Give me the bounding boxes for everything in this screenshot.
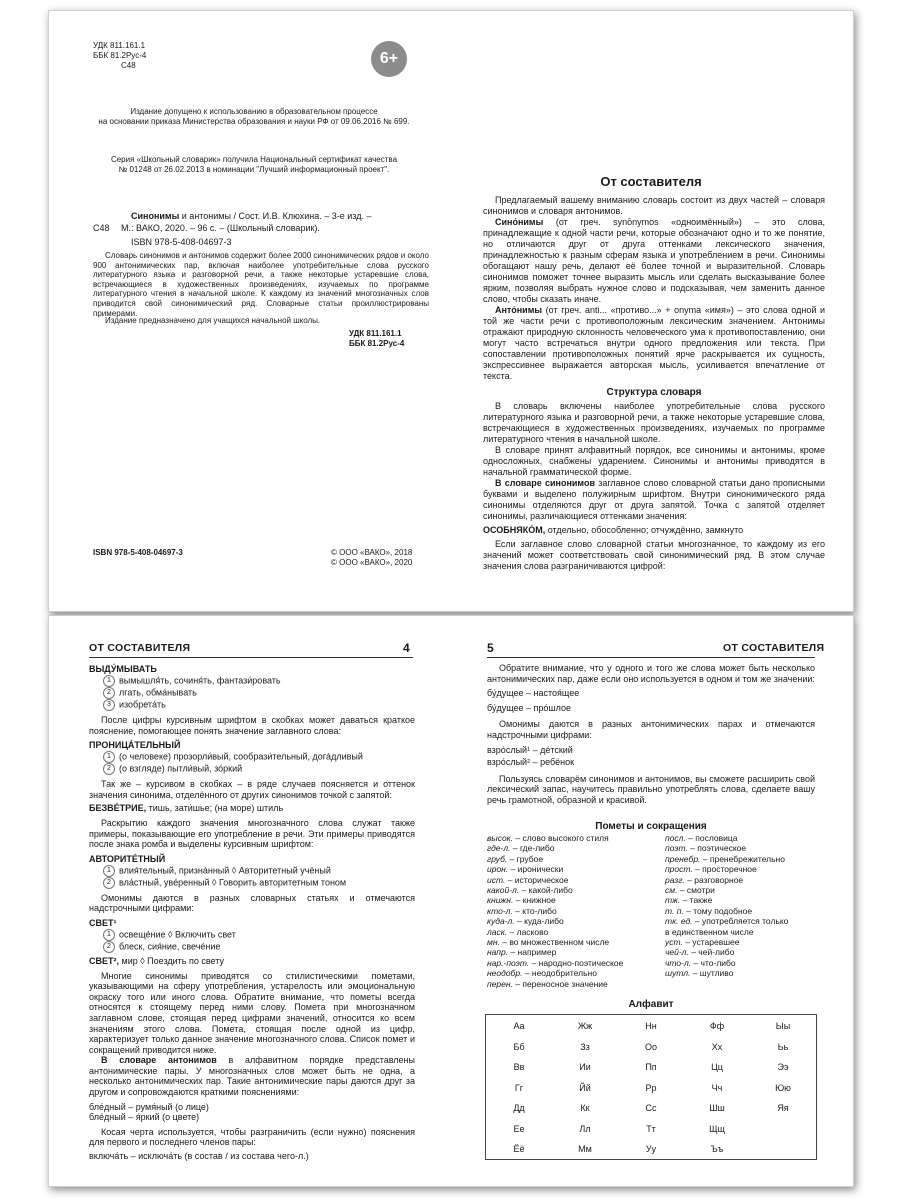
alphabet-letter: Юю: [775, 1082, 791, 1093]
abbr-item: [665, 937, 825, 947]
bbk-line: ББК 81.2Рус-4: [93, 51, 147, 60]
entry-vydumyvat-senses: [89, 675, 415, 711]
abbr-item: [487, 875, 657, 885]
running-head-left: ОТ СОСТАВИТЕЛЯ: [89, 642, 191, 654]
entry-pronitsatelny-senses: [89, 751, 415, 775]
abbr-item: [487, 927, 657, 937]
abbr-definition: – смотри: [677, 885, 715, 896]
sense-line: 1 вымышля́ть, сочиня́ть, фантази́ровать: [103, 675, 415, 687]
page4-p7: Косая черта используется, чтобы разграничить (если нужно) пояснения для первого и последнего членов пары:: [89, 1126, 415, 1148]
alphabet-letter: Чч: [711, 1082, 723, 1093]
abbr-item: [665, 947, 825, 957]
abbr-term: высок.: [487, 833, 514, 843]
alphabet-letter: Вв: [513, 1062, 525, 1073]
alphabet-letter: Нн: [645, 1021, 657, 1031]
alphabet-letter: Мм: [578, 1144, 592, 1155]
alphabet-letter: Сс: [645, 1103, 657, 1114]
abbr-term: тк. ед.: [665, 916, 693, 927]
abbr-term: ласк.: [487, 926, 508, 937]
abbr-item: [665, 895, 825, 905]
abbr-definition: – куда-либо: [514, 916, 564, 927]
imprint-page: [49, 11, 451, 611]
entry-svet-2: СВЕТ², мир ◊ Поездить по свету: [89, 955, 224, 966]
abbr-definition: – книжное: [513, 895, 556, 906]
isbn-bottom: ISBN 978-5-408-04697-3: [93, 548, 183, 557]
running-head-right: ОТ СОСТАВИТЕЛЯ: [723, 642, 825, 654]
catalog-card: [93, 211, 429, 249]
certificate-line-1: Серия «Школьный словарик» получила Национальный сертификат качества: [110, 155, 398, 164]
intro-body: [483, 195, 825, 572]
alphabet-letter: Ьь: [777, 1041, 789, 1052]
abbr-definition: – пословица: [685, 833, 738, 843]
sense-line: 3 изобрета́ть: [103, 699, 415, 711]
intro-p3: [483, 305, 825, 382]
abbr-item: [665, 864, 825, 874]
abbr-term: посл.: [665, 833, 686, 843]
abbr-definition: – чей-либо: [688, 947, 735, 958]
abbr-item: [487, 833, 657, 843]
alphabet-letter: Дд: [513, 1103, 525, 1114]
abbr-item: [487, 885, 657, 895]
alphabet-letter: Ёё: [513, 1144, 525, 1155]
spread-top: [48, 10, 854, 612]
example-1a: бу́дущее – настоя́щее: [487, 688, 580, 699]
abbr-term: т. п.: [665, 905, 684, 916]
page5-body: [487, 663, 815, 806]
abbr-term: поэт.: [665, 843, 688, 854]
intro-p2: [483, 217, 825, 305]
abbr-definition: – что-либо: [691, 957, 736, 968]
page4-p1: После цифры курсивным шрифтом в скобках может даваться краткое пояснение, помогающее понять значение заглавного слова:: [89, 715, 415, 736]
abbr-item: [665, 916, 825, 926]
alphabet-letter: Пп: [645, 1062, 657, 1073]
alphabet-letter: Ее: [513, 1123, 525, 1134]
abbr-term: где-л.: [487, 843, 511, 854]
alphabet-letter: Бб: [513, 1041, 525, 1052]
abbr-definition: – например: [508, 947, 557, 958]
intro-title: От составителя: [600, 174, 702, 189]
alphabet-letter: Щщ: [709, 1123, 725, 1134]
abbr-definition: в единственном числе: [665, 926, 754, 937]
page4-body: [89, 663, 415, 1162]
abbr-definition: – грубое: [507, 853, 544, 864]
alphabet-letter: Оо: [644, 1041, 657, 1052]
intro-p7: Если заглавное слово словарной статьи многозначное, то каждому из его значений может соответствовать свой синонимический ряд. В этом случае значения слова разграничиваются цифрой:: [483, 539, 825, 571]
abbr-item: [665, 843, 825, 853]
abbr-term: что-л.: [665, 957, 692, 968]
abbr-definition: – тому подобное: [683, 905, 753, 916]
alphabet-letter: Хх: [711, 1041, 723, 1052]
page4-p3: Раскрытию каждого значения многозначного слова служат также примеры, показывающие его употребление в речи. Эти примеры приводятся после знака ромба и выделены курсивным шрифтом:: [89, 817, 415, 850]
sense-line: 2 вла́стный, уве́ренный ◊ Говорить авторитетным тоном: [103, 877, 415, 889]
abbr-definition: – какой-либо: [519, 885, 573, 896]
certificate-line-2: № 01248 от 26.02.2013 в номинации "Лучший информационный проект".: [118, 165, 390, 174]
alphabet-letter: Гг: [514, 1082, 524, 1093]
abbr-definition: – просторечное: [692, 864, 757, 875]
abbr-item: [487, 864, 657, 874]
alphabet-letter: Кк: [580, 1103, 590, 1114]
sense-line: 1 освеще́ние ◊ Включить свет: [103, 929, 415, 941]
entry-svet-1: СВЕТ¹: [89, 917, 117, 928]
syn-dict-label: В словаре синонимов: [495, 478, 595, 488]
catalog-line-1: и антонимы / Сост. И.В. Клюхина. – 3-е изд. –: [179, 211, 372, 221]
abbr-term: куда-л.: [487, 916, 515, 927]
age-rating-badge: 6+: [371, 41, 407, 77]
header-rule-left: [89, 657, 413, 658]
example-2b: взро́слый² – ребёнок: [487, 757, 575, 768]
abbr-item: [487, 906, 657, 916]
sense-line: 1 (о человеке) прозорли́вый, сообрази́тельный, догáдливый: [103, 751, 415, 763]
udk-block: [93, 41, 146, 71]
abbr-term: книжн.: [487, 895, 514, 906]
abbr-item: [487, 854, 657, 864]
abbr-item: [665, 968, 825, 978]
abbr-definition: – историческое: [505, 874, 569, 885]
abbr-item: [487, 947, 657, 957]
abbr-definition: – слово высокого стиля: [513, 833, 609, 843]
abbr-item: [665, 958, 825, 968]
abbr-definition: – переносное значение: [512, 978, 608, 989]
catalog-line-2: М.: ВАКО, 2020. – 96 с. – (Школьный словарик).: [121, 222, 320, 233]
header-rule-right: [487, 657, 815, 658]
alphabet-letter: Рр: [645, 1082, 657, 1093]
approval-line-2: на основании приказа Министерства образования и науки РФ от 09.06.2016 № 699.: [98, 117, 410, 126]
abbr-term: тж.: [665, 895, 681, 906]
page-number-5: 5: [487, 641, 494, 655]
alphabet-letter: Шш: [709, 1103, 725, 1114]
alphabet-letter: Яя: [777, 1103, 789, 1114]
entry-avtoritetny: АВТОРИТЕ́ТНЫЙ: [89, 853, 166, 864]
intro-example: [483, 525, 825, 536]
sense-line: 2 лгать, обма́нывать: [103, 687, 415, 699]
page4-p4: Омонимы даются в разных словарных статьях и отмечаются надстрочными цифрами:: [89, 892, 415, 914]
pair-3: включа́ть – исключа́ть (в состав / из состава чего-л.): [89, 1151, 309, 1162]
example-1b: бу́дущее – про́шлое: [487, 702, 571, 713]
page-5: [451, 616, 853, 1186]
abbr-term: чей-л.: [665, 947, 689, 958]
abbr-definition: – разговорное: [684, 874, 744, 885]
abbr-term: напр.: [487, 947, 509, 958]
catalog-title: Синонимы: [131, 211, 180, 221]
udk-right-block: [349, 329, 404, 349]
intro-p3-text: (от греч. anti... «противо...» + onyma «имя») – это слова одной и той же части речи с противоположным лексическим значением. Антонимы отражают природную склонность человеческого ума к противопоставлению, они могут часто встречаться внутри одного предложения или текста. При сопоставлении противоположных понятий ярче раскрывается их сущность, экспрессивнее выражается авторская мысль, усиливается впечатление от текста.: [483, 305, 825, 381]
alphabet-letter: Цц: [711, 1062, 723, 1073]
sense-line: 1 влия́тельный, призна́нный ◊ Авторитетный учёный: [103, 865, 415, 877]
intro-p5: В словаре принят алфавитный порядок, все синонимы и антонимы, кроме односложных, снабжены ударением. Синонимы и антонимы приводятся в начальной грамматической форме.: [483, 445, 825, 477]
alphabet-letter: Жж: [577, 1021, 593, 1031]
intro-p4: В словарь включены наиболее употребительные слова русского литературного языка и разговорной речи, а также некоторые устаревшие слова, встречающиеся в художественных произведениях, изучаемых по программе литературного чтения в начальной школе.: [483, 401, 825, 444]
example-headword: ОСОБНЯКО́М,: [483, 525, 546, 535]
page4-p5: Многие синонимы приводятся со стилистическими пометами, указывающими на сферу употребления, устарелость или эмоциональную окраску того или иного слова. Обратите внимание, что пометы всегда относятся к стоящему перед ними слову. Помета при многозначном заглавном слове, стоящая перед цифрами значений, относится ко всем значениям этого слова. Помета, стоящая после одной из цифр, характеризует только данное значение многозначного слова. Список помет и сокращений приводится ниже.: [89, 970, 415, 1055]
page5-p3: Пользуясь словарём синонимов и антонимов, вы сможете расширить свой лексический запас, научитесь правильно употреблять слова, сделаете вашу речь грамотной, образной и красивой.: [487, 773, 815, 805]
abbr-title: Пометы и сокращения: [595, 821, 707, 832]
sense-line: 2 (о взгляде) пытли́вый, зо́ркий: [103, 763, 415, 775]
abbr-definition: – неодобрительно: [522, 968, 597, 979]
certificate-note: [79, 155, 429, 175]
abbr-term: мн.: [487, 937, 500, 948]
abbr-list-right: [665, 833, 825, 979]
abbr-definition: – пренебрежительно: [700, 853, 785, 864]
intro-p6-text: заглавное слово словарной статьи дано прописными буквами и выделено полужирным шрифтом. Внутри синонимического ряда синонимы отделяются друг от друга запятой. Точка с запятой отделяет синонимы, различающиеся оттенками значения:: [483, 478, 825, 521]
copyright-block: [331, 548, 412, 568]
abbr-term: неодобр.: [487, 968, 523, 979]
page5-p2: Омонимы даются в разных антонимических парах и отмечаются надстрочными цифрами:: [487, 719, 815, 740]
annotation: Словарь синонимов и антонимов содержит более 2000 синонимических рядов и около 900 антонимических пар, включая наиболее употребительные слова русского литературного языка и разговорной речи, а также некоторые устаревшие слова, встречающиеся в художественных произведениях, изучаемых по программе литературного чтения в начальной школе. К каждому из значений многозначных слов приводится свой синонимический ряд. Словарные статьи проиллюстрированы примерами.: [93, 251, 429, 318]
alphabet-letter: Фф: [709, 1021, 725, 1031]
page4-p6: В словаре антонимов в алфавитном порядке представлены антонимические пары. У многозначных слов может быть не одна, а несколько антонимических пар. Такие антонимические пары даются друг за другом и сопровождаются краткими пояснениями:: [89, 1055, 415, 1098]
abbr-term: ирон.: [487, 864, 509, 875]
abbr-definition: – где-либо: [510, 843, 555, 854]
approval-line-1: Издание допущено к использованию в образовательном процессе: [130, 107, 378, 116]
term-antonyms: Анто́нимы: [495, 305, 543, 315]
page-4: [49, 616, 451, 1186]
abbr-definition: – народно-поэтическое: [529, 957, 624, 968]
abbr-item: [665, 854, 825, 864]
approval-note: [79, 107, 429, 127]
abbr-item: [487, 979, 657, 989]
alphabet-table: [485, 1014, 817, 1160]
page4-p2: Так же – курсивом в скобках – в ряде случаев поясняется и оттенок значения синонима, отделённого от других синонимов точкой с запятой:: [89, 779, 415, 800]
abbr-definition: – иронически: [508, 864, 564, 875]
abbr-term: кто-л.: [487, 905, 513, 916]
entry-bezvetrie: БЕЗВЕ́ТРИЕ, тишь, зати́шье; (на море) штиль: [89, 803, 284, 814]
abbr-item: [487, 937, 657, 947]
abbr-definition: – во множественном числе: [499, 937, 610, 948]
page-number-4: 4: [403, 641, 410, 655]
abbr-term: какой-л.: [487, 885, 520, 896]
abbr-term: уст.: [665, 937, 683, 948]
abbr-term: груб.: [487, 853, 508, 864]
entry-svet-1-senses: [89, 929, 415, 953]
example-2a: взро́слый¹ – де́тский: [487, 744, 573, 755]
pair-2: бле́дный – я́ркий (о цвете): [89, 1112, 200, 1123]
abbr-term: ист.: [487, 874, 506, 885]
abbr-definition: – ласково: [507, 926, 549, 937]
alphabet-title: Алфавит: [628, 999, 674, 1010]
copyright-line-2: © ООО «ВАКО», 2020: [331, 558, 413, 567]
alphabet-letter: Лл: [579, 1123, 591, 1134]
abbr-item: [487, 895, 657, 905]
abbr-item: [487, 958, 657, 968]
abbr-term: см.: [665, 885, 678, 896]
abbr-definition: – также: [680, 895, 713, 906]
intro-p6: [483, 478, 825, 522]
catalog-code: С48: [93, 222, 110, 233]
page5-p1: Обратите внимание, что у одного и того же слова может быть несколько антонимических пар, даже если оно используется в одном и том же значении:: [487, 663, 815, 684]
abbr-definition: – шутливо: [690, 968, 734, 979]
term-synonyms: Сино́нимы: [495, 217, 544, 227]
alphabet-letter: Уу: [645, 1144, 657, 1155]
abbr-term: шутл.: [665, 968, 691, 979]
alphabet-letter: Ээ: [777, 1062, 789, 1073]
entry-pronitsatelny: ПРОНИЦА́ТЕЛЬНЫЙ: [89, 740, 181, 751]
alphabet-letter: Йй: [579, 1082, 591, 1093]
alphabet-letter: Зз: [580, 1041, 590, 1052]
alphabet-letter: Ыы: [775, 1021, 791, 1031]
abbr-list-left: [487, 833, 657, 989]
abbr-item: [665, 927, 825, 937]
entry-avtoritetny-senses: [89, 865, 415, 889]
abbr-term: прост.: [665, 864, 693, 875]
intro-p2-text: (от греч. synōnymos «одноимённый») – это слова, принадлежащие к одной части речи, которые обозначают одно и то же понятие, но отличаются друг от друга оттенками лексического значения, принадлежностью к разным сферам языка и употреблением в речи. Синонимы обогащают нашу речь, делают её более точной и выразительной. Словарь синонимов поможет точнее выразить мысль или сделать высказывание более ярким, позволяя выбрать нужное слово и подсказывая, чем заменить данное слово, чтобы сказать иначе.: [483, 217, 825, 304]
abbr-item: [665, 885, 825, 895]
intro-p1: Предлагаемый вашему вниманию словарь состоит из двух частей – словаря синонимов и словаря антонимов.: [483, 195, 825, 216]
structure-subtitle: Структура словаря: [606, 387, 702, 398]
udk-right-line: УДК 811.161.1: [349, 329, 402, 338]
bbk-right-line: ББК 81.2Рус-4: [349, 339, 405, 348]
entry-vydumyvat: ВЫДУ́МЫВАТЬ: [89, 664, 157, 674]
abbr-item: [665, 833, 825, 843]
abbr-definition: – употребляется только: [692, 916, 789, 927]
abbr-item: [487, 843, 657, 853]
abbr-term: нар.-поэт.: [487, 957, 530, 968]
copyright-line-1: © ООО «ВАКО», 2018: [331, 548, 413, 557]
abbr-item: [487, 968, 657, 978]
abbr-item: [665, 906, 825, 916]
abbr-definition: – устаревшее: [682, 937, 740, 948]
example-synonyms: отдельно, обособленно; отчуждённо, замкнуто: [545, 525, 744, 535]
catalog-isbn: ISBN 978-5-408-04697-3: [131, 237, 232, 247]
udk-line: УДК 811.161.1: [93, 41, 146, 50]
alphabet-letter: Ъъ: [710, 1144, 724, 1155]
abbr-item: [487, 916, 657, 926]
alphabet-letter: Ии: [579, 1062, 591, 1073]
intro-page: [451, 11, 853, 611]
sense-line: 2 блеск, сия́ние, свече́ние: [103, 941, 415, 953]
abbr-definition: – поэтическое: [687, 843, 747, 854]
abbr-term: разг.: [665, 874, 685, 885]
alphabet-letter: Тт: [646, 1123, 656, 1134]
abbr-term: пренебр.: [665, 853, 701, 864]
alphabet-letter: Аа: [513, 1021, 525, 1031]
audience-note: Издание предназначено для учащихся начальной школы.: [105, 316, 321, 325]
pair-1: бле́дный – румя́ный (о лице): [89, 1101, 209, 1112]
author-mark: С48: [121, 61, 136, 70]
abbr-item: [665, 875, 825, 885]
abbr-term: перен.: [487, 978, 513, 989]
spread-bottom: [48, 615, 854, 1187]
abbr-definition: – кто-либо: [512, 905, 557, 916]
